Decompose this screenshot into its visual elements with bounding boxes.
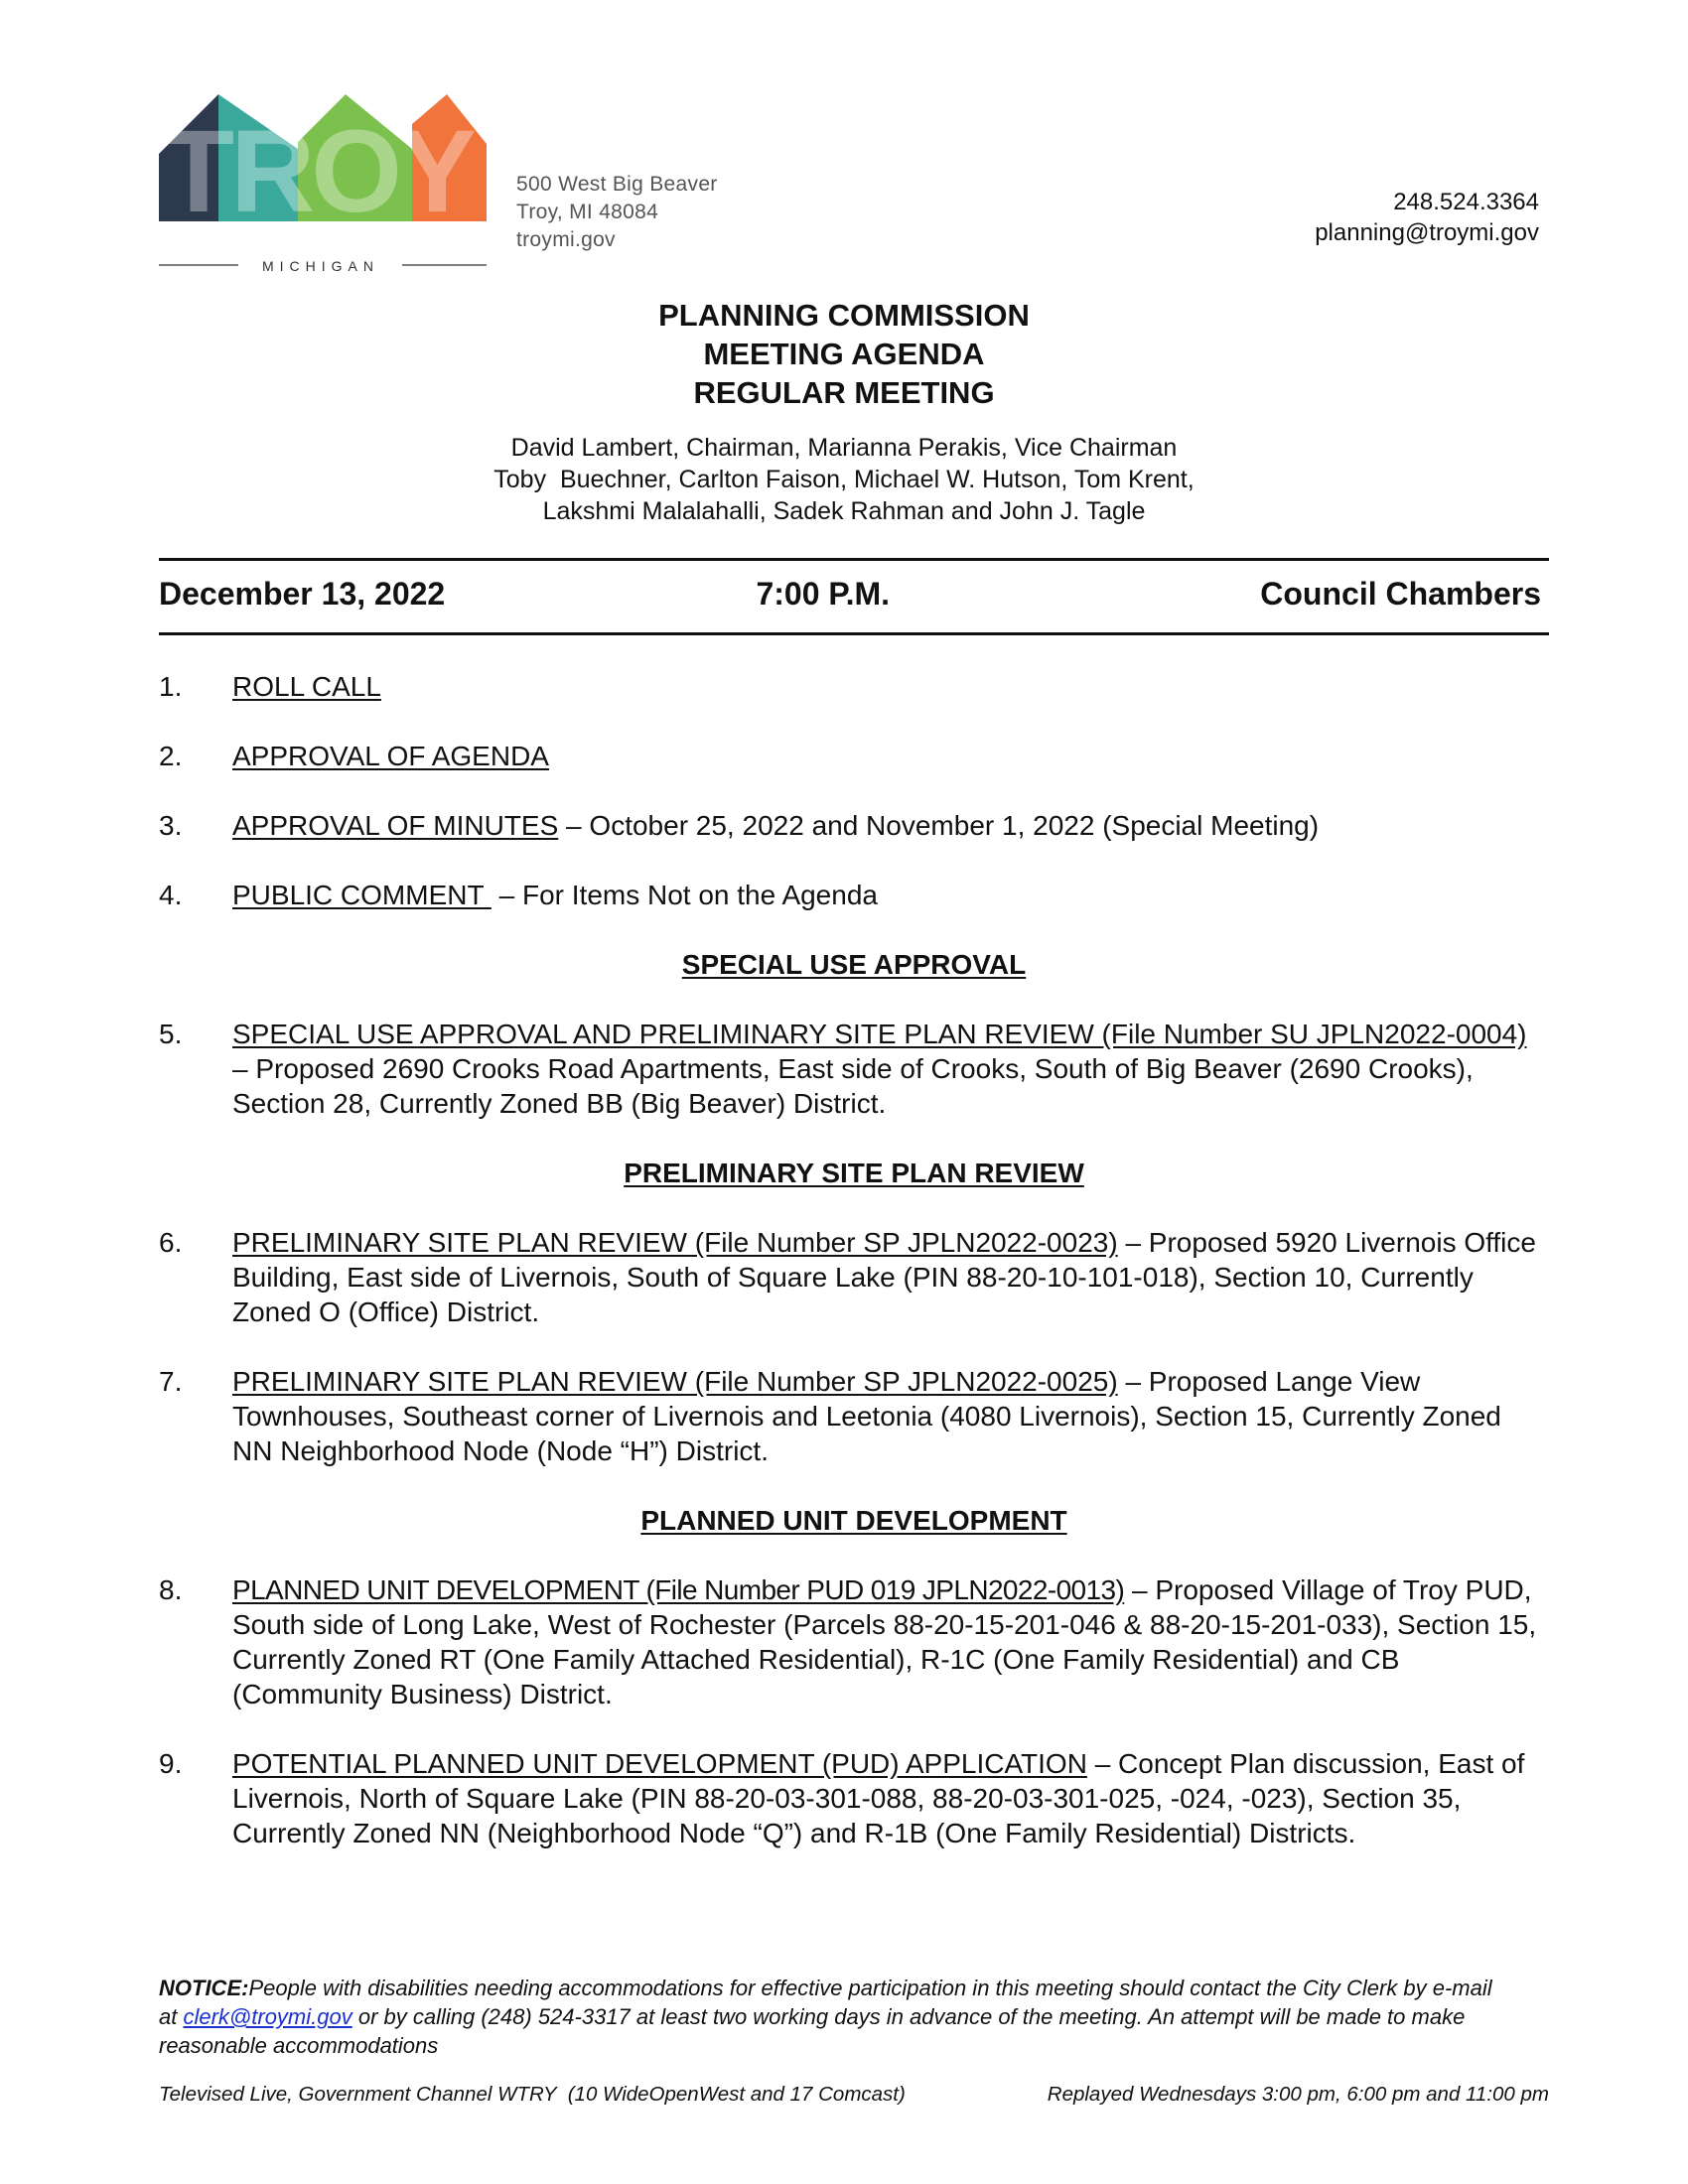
agenda-item (159, 1017, 1549, 1121)
item-title: APPROVAL OF MINUTES (232, 810, 559, 841)
item-number: 3. (159, 810, 183, 841)
item-desc: – For Items Not on the Agenda (491, 880, 878, 910)
address-line1: 500 West Big Beaver (516, 173, 718, 196)
members-list (0, 432, 1688, 527)
agenda-item (159, 878, 1549, 912)
item-number: 6. (159, 1227, 183, 1258)
item-title: APPROVAL OF AGENDA (232, 741, 549, 771)
item-number: 5. (159, 1019, 183, 1049)
email: planning@troymi.gov (1315, 219, 1539, 246)
troy-logo (159, 94, 496, 278)
title-line1: PLANNING COMMISSION (658, 298, 1030, 333)
item-title: POTENTIAL PLANNED UNIT DEVELOPMENT (PUD) APPLICATION (232, 1748, 1087, 1779)
item-number: 9. (159, 1748, 183, 1779)
title-block (0, 296, 1688, 527)
members-line: Toby Buechner, Carlton Faison, Michael W. Hutson, Tom Krent, (493, 466, 1195, 493)
address-line2: Troy, MI 48084 (516, 201, 659, 223)
agenda-item (159, 1364, 1549, 1468)
title-line3: REGULAR MEETING (693, 375, 995, 410)
divider-top (159, 558, 1549, 561)
item-title: PRELIMINARY SITE PLAN REVIEW (File Number SP JPLN2022-0023) (232, 1227, 1118, 1258)
notice-label: NOTICE: (159, 1976, 249, 2000)
item-desc: – Concept Plan discussion, East of Livernois, North of Square Lake (PIN 88-20-03-301-088, 88-20-03-301-025, -024, -023), Section 35, Currently Zoned NN (Neighborhood Node “Q”) and R-1B (One Family Residential) Districts. (232, 1748, 1525, 1848)
footer (159, 2083, 1549, 2107)
phone: 248.524.3364 (1393, 189, 1539, 215)
item-number: 8. (159, 1574, 183, 1605)
agenda-item (159, 1225, 1549, 1329)
members-line: Lakshmi Malalahalli, Sadek Rahman and John J. Tagle (542, 497, 1146, 525)
section-heading-pud: PLANNED UNIT DEVELOPMENT (640, 1505, 1067, 1536)
item-desc: – Proposed Lange View Townhouses, Southeast corner of Livernois and Leetonia (4080 Livernois), Section 15, Currently Zoned NN Neighborhood Node (Node “H”) District. (232, 1366, 1501, 1466)
meeting-location: Council Chambers (1260, 576, 1541, 612)
agenda-item (159, 1746, 1549, 1850)
members-line: David Lambert, Chairman, Marianna Perakis, Vice Chairman (510, 434, 1178, 462)
agenda-item (159, 739, 1549, 773)
footer-replay: Replayed Wednesdays 3:00 pm, 6:00 pm and 11:00 pm (1047, 2083, 1549, 2106)
agenda-item (159, 808, 1549, 843)
item-number: 1. (159, 671, 183, 702)
website: troymi.gov (516, 228, 616, 251)
agenda-list (159, 669, 1549, 1850)
item-title: ROLL CALL (232, 671, 381, 702)
item-number: 2. (159, 741, 183, 771)
contact-block (1315, 187, 1539, 248)
title-line2: MEETING AGENDA (703, 337, 985, 371)
clerk-email-link[interactable]: clerk@troymi.gov (183, 2004, 352, 2029)
item-title: PLANNED UNIT DEVELOPMENT (File Number PUD 019 JPLN2022-0013) (232, 1574, 1125, 1605)
item-number: 4. (159, 880, 183, 910)
item-desc: – Proposed Village of Troy PUD, South side of Long Lake, West of Rochester (Parcels 88-20-15-201-046 & 88-20-15-201-033), Section 15, Currently Zoned RT (One Family Attached Residential), R-1C (One Family Residential) and CB (Community Business) District. (232, 1574, 1537, 1709)
item-desc: – Proposed 2690 Crooks Road Apartments, East side of Crooks, South of Big Beaver (2690 Crooks), Section 28, Currently Zoned BB (Big Beaver) District. (232, 1053, 1474, 1119)
meeting-time: 7:00 P.M. (756, 576, 891, 612)
section-heading-site-plan: PRELIMINARY SITE PLAN REVIEW (624, 1158, 1084, 1188)
svg-text:TROY: TROY (163, 106, 473, 237)
notice-text: People with disabilities needing accommodations for effective participation in this meeting should contact the City Clerk by e-mail at (159, 1976, 1492, 2029)
item-desc: – October 25, 2022 and November 1, 2022 (Special Meeting) (558, 810, 1320, 841)
item-title: PRELIMINARY SITE PLAN REVIEW (File Number SP JPLN2022-0025) (232, 1366, 1118, 1397)
item-title: SPECIAL USE APPROVAL AND PRELIMINARY SITE PLAN REVIEW (File Number SU JPLN2022-0004) (232, 1019, 1527, 1049)
item-number: 7. (159, 1366, 183, 1397)
footer-broadcast: Televised Live, Government Channel WTRY (10 WideOpenWest and 17 Comcast) (159, 2083, 906, 2106)
meeting-info (159, 576, 1541, 613)
address-block (516, 171, 718, 254)
svg-text:MICHIGAN: MICHIGAN (262, 258, 379, 274)
notice (159, 1974, 1509, 2060)
meeting-date: December 13, 2022 (159, 576, 446, 612)
notice-text: or by calling (248) 524-3317 at least two working days in advance of the meeting. An attempt will be made to make reasonable accommodations (159, 2004, 1466, 2058)
item-title: PUBLIC COMMENT (232, 880, 492, 910)
section-heading-special-use: SPECIAL USE APPROVAL (681, 949, 1027, 980)
divider-bottom (159, 632, 1549, 635)
agenda-item (159, 669, 1549, 704)
item-desc: – Proposed 5920 Livernois Office Building, East side of Livernois, South of Square Lake (PIN 88-20-10-101-018), Section 10, Currently Zoned O (Office) District. (232, 1227, 1536, 1327)
agenda-item (159, 1572, 1549, 1711)
